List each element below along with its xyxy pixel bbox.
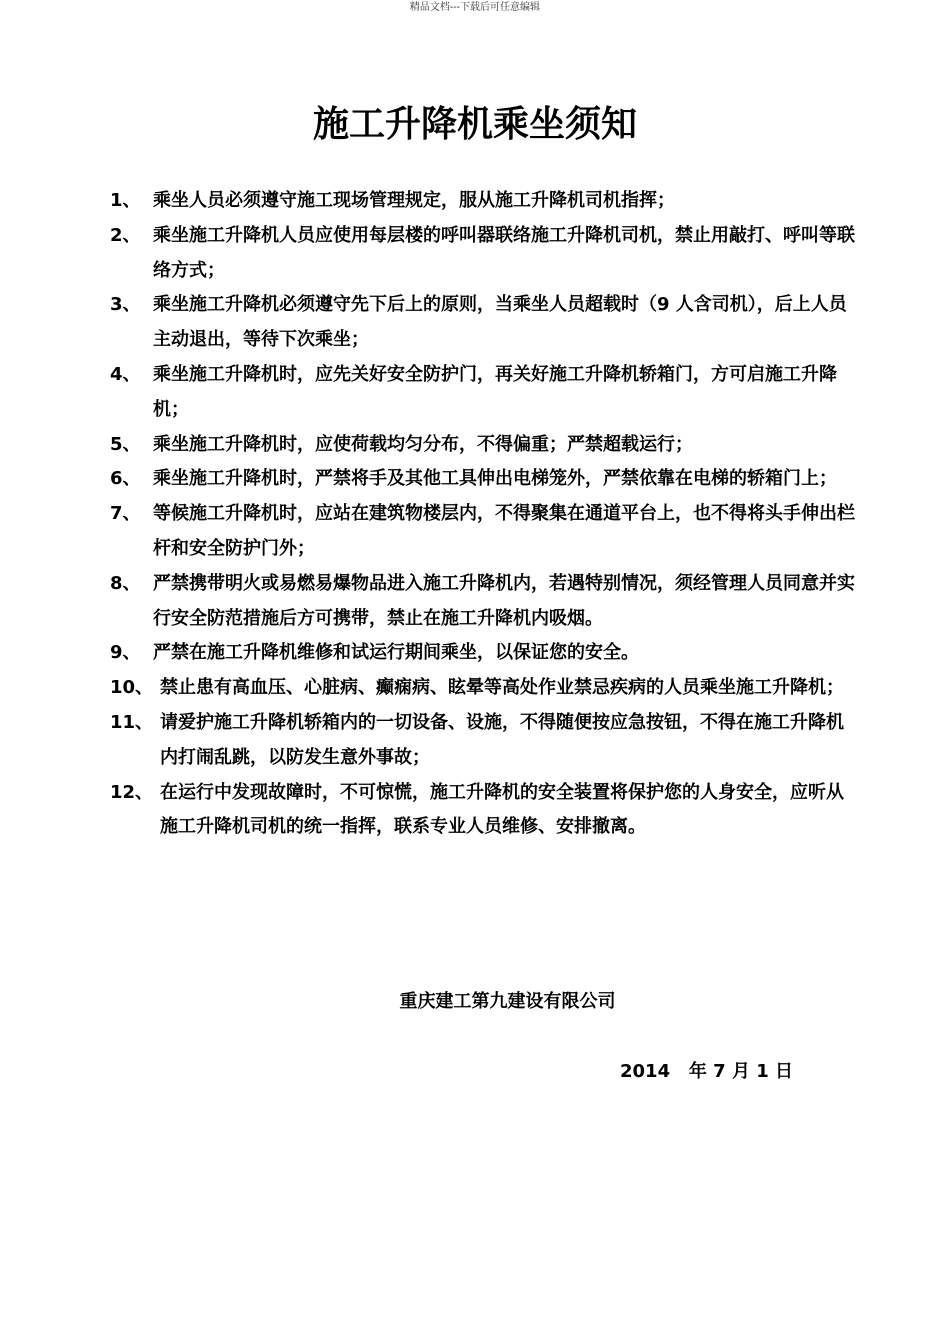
rule-item [110, 462, 855, 497]
rule-number: 4、 [110, 363, 141, 385]
rule-item [110, 706, 855, 776]
rule-text: 等候施工升降机时，应站在建筑物楼层内，不得聚集在通道平台上，也不得将头手伸出栏杆和安全防护门外； [153, 503, 855, 559]
rule-text: 乘坐施工升降机必须遵守先下后上的原则，当乘坐人员超载时（9 人含司机），后上人员主动退出，等待下次乘坐； [153, 294, 847, 351]
rule-text: 在运行中发现故障时，不可惊慌，施工升降机的安全装置将保护您的人身安全，应听从施工升降机司机的统一指挥，联系专业人员维修、安排撤离。 [160, 781, 844, 838]
rule-number: 3、 [110, 294, 141, 316]
rule-item [110, 219, 855, 289]
page-title: 施工升降机乘坐须知 [312, 103, 637, 145]
watermark-text: 精品文档---下载后可任意编辑 [409, 2, 541, 13]
rule-number: 10、 [110, 677, 154, 699]
rule-text: 严禁携带明火或易燃易爆物品进入施工升降机内，若遇特别情况，须经管理人员同意并实行安全防范措施后方可携带，禁止在施工升降机内吸烟。 [153, 572, 855, 629]
rule-item [110, 184, 855, 219]
rule-text: 乘坐人员必须遵守施工现场管理规定，服从施工升降机司机指挥； [153, 190, 675, 211]
rule-item [110, 358, 855, 428]
rule-text: 乘坐施工升降机人员应使用每层楼的呼叫器联络施工升降机司机，禁止用敲打、呼叫等联络方式； [153, 224, 855, 281]
rule-item [110, 428, 855, 463]
rule-text: 乘坐施工升降机时，应先关好安全防护门，再关好施工升降机轿箱门，方可启施工升降机； [153, 363, 837, 420]
rule-item [110, 636, 855, 671]
rule-number: 1、 [110, 190, 141, 211]
rule-text: 禁止患有高血压、心脏病、癫痫病、眩晕等高处作业禁忌疾病的人员乘坐施工升降机； [160, 677, 844, 699]
rule-item [110, 497, 855, 567]
rule-item [110, 671, 855, 706]
rule-text: 乘坐施工升降机时，应使荷载均匀分布，不得偏重；严禁超载运行； [153, 433, 693, 455]
company-name: 重庆建工第九建设有限公司 [399, 991, 616, 1012]
document-date: 2014 年 7 月 1 日 [620, 1061, 794, 1082]
rules-list [110, 184, 855, 845]
rule-number: 5、 [110, 433, 141, 455]
rule-item [110, 567, 855, 637]
rule-number: 11、 [110, 711, 154, 733]
rule-text: 严禁在施工升降机维修和试运行期间乘坐，以保证您的安全。 [153, 642, 639, 664]
rule-number: 2、 [110, 224, 141, 246]
rule-text: 请爱护施工升降机轿箱内的一切设备、设施，不得随便按应急按钮，不得在施工升降机内打闹乱跳，以防发生意外事故； [160, 711, 844, 768]
rule-number: 7、 [110, 503, 141, 525]
rule-number: 12、 [110, 781, 154, 803]
rule-text: 乘坐施工升降机时，严禁将手及其他工具伸出电梯笼外，严禁依靠在电梯的轿箱门上； [153, 468, 837, 490]
rule-number: 8、 [110, 572, 141, 594]
rule-item [110, 288, 855, 358]
rule-number: 6、 [110, 468, 141, 490]
rule-number: 9、 [110, 642, 141, 664]
rule-item [110, 776, 855, 846]
